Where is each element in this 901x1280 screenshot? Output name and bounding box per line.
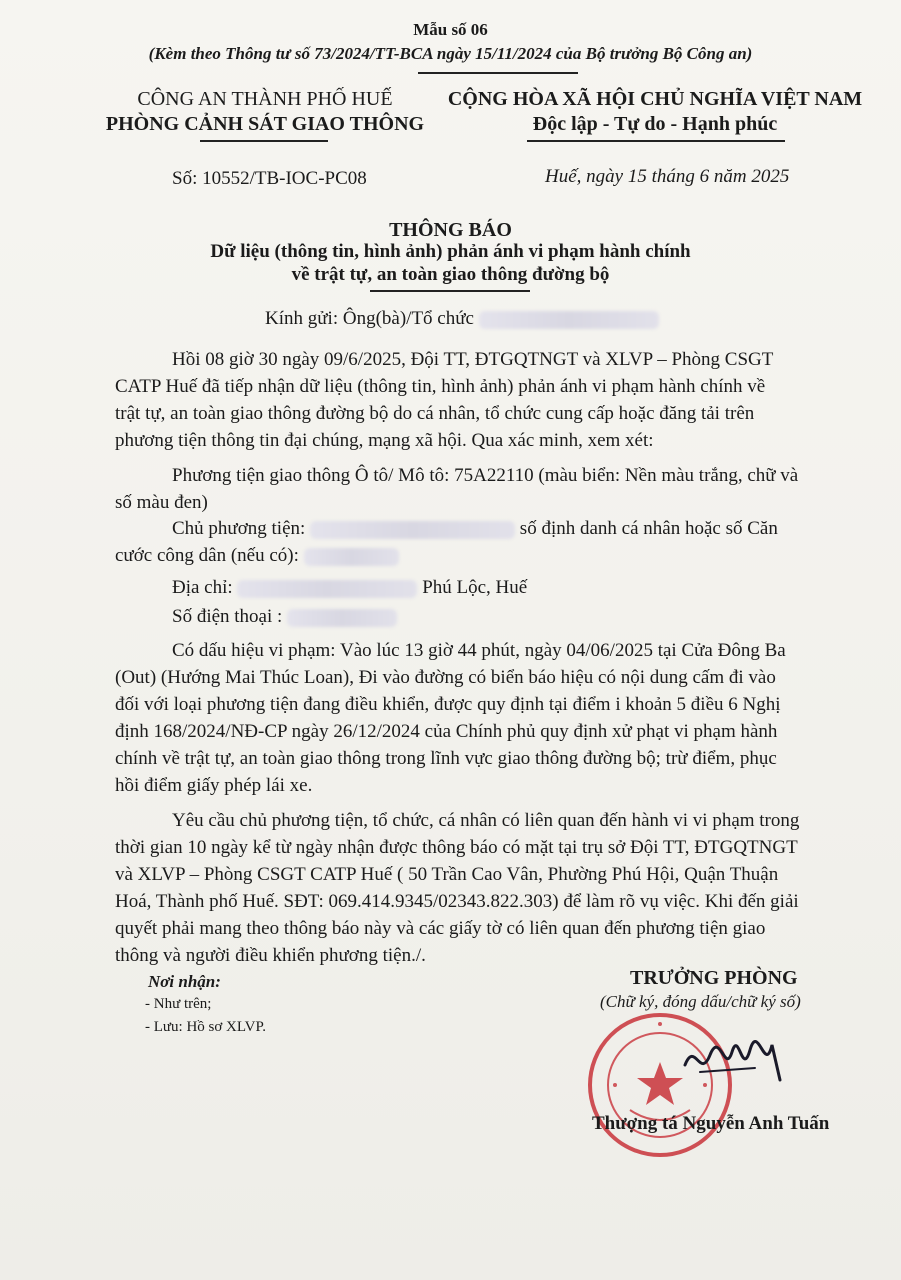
address-line	[172, 574, 527, 601]
motto-underline	[527, 140, 785, 142]
agency-name: PHÒNG CẢNH SÁT GIAO THÔNG	[105, 113, 425, 135]
p1-line4: phương tiện thông tin đại chúng, mạng xã hội. Qua xác minh, xem xét:	[115, 430, 654, 451]
request-line4: Hoá, Thành phố Huế. SĐT: 069.414.9345/02343.822.303) để làm rõ vụ việc. Khi đến giải	[115, 891, 799, 912]
form-ref-underline	[418, 72, 578, 74]
owner-suffix: số định danh cá nhân hoặc số Căn	[519, 518, 778, 539]
place-date: Huế, ngày 15 tháng 6 năm 2025	[545, 166, 790, 187]
violation-line4: định 168/2024/NĐ-CP ngày 26/12/2024 của Chính phủ quy định xử phạt vi phạm hành	[115, 721, 778, 742]
document-subtitle-line1: Dữ liệu (thông tin, hình ảnh) phản ánh vi phạm hành chính	[210, 241, 691, 262]
redacted-address	[237, 580, 417, 598]
nation-title: CỘNG HÒA XÃ HỘI CHỦ NGHĨA VIỆT NAM	[447, 88, 863, 110]
address-suffix: Phú Lộc, Huế	[422, 577, 528, 598]
title-underline	[370, 290, 530, 292]
violation-line2: (Out) (Hướng Mai Thúc Loan), Đi vào đường có biển báo hiệu có nội dung cấm đi vào	[115, 667, 776, 688]
handwritten-signature-icon	[680, 1030, 790, 1090]
address-label: Địa chỉ:	[172, 577, 233, 598]
violation-line5: chính về trật tự, an toàn giao thông trong lĩnh vực giao thông đường bộ; trừ điểm, phục	[115, 748, 777, 769]
document-title: THÔNG BÁO	[389, 219, 512, 241]
request-line3: và XLVP – Phòng CSGT CATP Huế ( 50 Trần Cao Vân, Phường Phú Hội, Quận Thuận	[115, 864, 779, 885]
document-subtitle-line2: về trật tự, an toàn giao thông đường bộ	[291, 264, 610, 285]
violation-line3: đối với loại phương tiện đang điều khiển, được quy định tại điểm i khoản 5 điều 6 Nghị	[115, 694, 781, 715]
p1-line2: CATP Huế đã tiếp nhận dữ liệu (thông tin, hình ảnh) phản ánh vi phạm hành chính về	[115, 376, 766, 397]
agency-underline	[200, 140, 328, 142]
nation-motto: Độc lập - Tự do - Hạnh phúc	[532, 113, 778, 135]
phone-line	[172, 603, 397, 630]
owner-label: Chủ phương tiện:	[172, 518, 306, 539]
redacted-addressee	[479, 311, 659, 329]
request-line5: quyết phải mang theo thông báo này và các giấy tờ có liên quan đến phương tiện giao	[115, 918, 766, 939]
signer-name: Thượng tá Nguyễn Anh Tuấn	[592, 1113, 830, 1134]
owner-line	[172, 515, 778, 542]
request-line2: thời gian 10 ngày kể từ ngày nhận được thông báo có mặt tại trụ sở Đội TT, ĐTGQTNGT	[115, 837, 798, 858]
violation-line6: hồi điểm giấy phép lái xe.	[115, 775, 313, 796]
form-number: Mẫu số 06	[413, 20, 488, 39]
signature-title: TRƯỞNG PHÒNG	[630, 967, 798, 989]
phone-label: Số điện thoại :	[172, 606, 283, 627]
request-line6: thông và người điều khiển phương tiện./.	[115, 945, 426, 966]
vehicle-line1: Phương tiện giao thông Ô tô/ Mô tô: 75A22110 (màu biển: Nền màu trắng, chữ và	[172, 465, 799, 486]
addressee-label: Kính gửi: Ông(bà)/Tổ chức	[265, 308, 474, 329]
recipient-item-2: - Lưu: Hồ sơ XLVP.	[145, 1019, 266, 1035]
recipients-title: Nơi nhận:	[148, 972, 221, 991]
p1-line1: Hồi 08 giờ 30 ngày 09/6/2025, Đội TT, ĐTGQTNGT và XLVP – Phòng CSGT	[172, 349, 774, 370]
redacted-phone	[287, 609, 397, 627]
form-reference: (Kèm theo Thông tư số 73/2024/TT-BCA ngày 15/11/2024 của Bộ trưởng Bộ Công an)	[148, 44, 753, 63]
request-line1: Yêu cầu chủ phương tiện, tổ chức, cá nhân có liên quan đến hành vi vi phạm trong	[172, 810, 800, 831]
p1-line3: trật tự, an toàn giao thông đường bộ do cá nhân, tổ chức cung cấp hoặc đăng tải trên	[115, 403, 755, 424]
signature-note: (Chữ ký, đóng dấu/chữ ký số)	[600, 992, 801, 1011]
agency-parent: CÔNG AN THÀNH PHỐ HUẾ	[137, 88, 393, 110]
redacted-owner	[310, 521, 515, 539]
vehicle-line2: số màu đen)	[115, 492, 208, 513]
addressee	[265, 305, 659, 332]
recipient-item-1: - Như trên;	[145, 996, 212, 1012]
redacted-id	[304, 548, 399, 566]
violation-line1: Có dấu hiệu vi phạm: Vào lúc 13 giờ 44 phút, ngày 04/06/2025 tại Cửa Đông Ba	[172, 640, 786, 661]
id-label: cước công dân (nếu có):	[115, 545, 299, 566]
document-number: Số: 10552/TB-IOC-PC08	[172, 168, 367, 189]
id-line	[115, 542, 399, 569]
